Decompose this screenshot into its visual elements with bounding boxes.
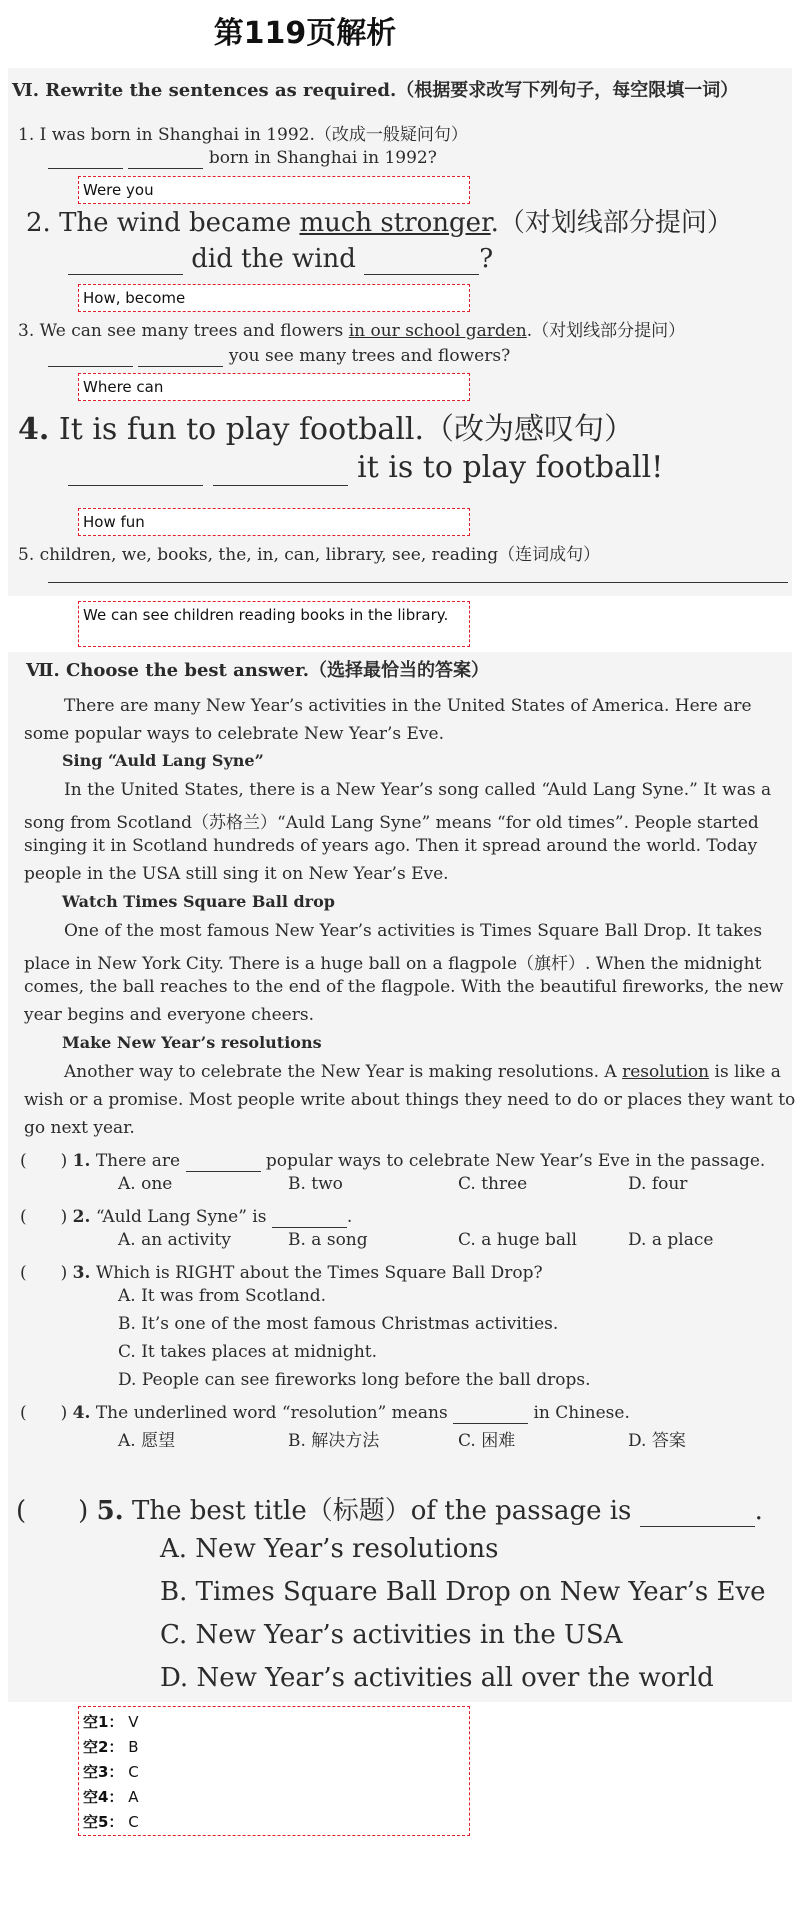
- para1-line-2: song from Scotland（苏格兰）“Auld Lang Syne” means “for old times”. People started: [24, 813, 759, 833]
- mc-option: D. 答案: [628, 1431, 686, 1451]
- mc-post: .: [754, 1496, 763, 1526]
- subheading-resolutions: Make New Year’s resolutions: [62, 1033, 322, 1052]
- para1-line-4: people in the USA still sing it on New Year’s Eve.: [24, 864, 449, 884]
- q3-pre: We can see many trees and flowers: [39, 321, 349, 341]
- mc-pre: There are: [95, 1151, 186, 1171]
- page-title: 第119页解析: [213, 16, 397, 51]
- mc-num: 2.: [72, 1207, 91, 1227]
- answer-paren: ( ): [20, 1151, 68, 1171]
- para1-line-1: In the United States, there is a New Year’s song called “Auld Lang Syne.” It was a: [64, 780, 772, 800]
- answer-box-q3: Where can: [78, 373, 470, 401]
- q2-line: [26, 202, 733, 239]
- answer-paren: ( ): [16, 1496, 89, 1526]
- q5-line: [18, 540, 600, 565]
- mc-post: in Chinese.: [528, 1403, 630, 1423]
- section6-header: Ⅵ. Rewrite the sentences as required.（根据要求改写下列句子，每空限填一词）: [12, 80, 739, 101]
- answer-value: C: [128, 1813, 139, 1831]
- para3-line-2: wish or a promise. Most people write about things they need to do or places they want to: [24, 1090, 796, 1110]
- answer-row: [83, 1763, 465, 1788]
- q3-num: 3.: [18, 321, 35, 341]
- answer-box-q4: How fun: [78, 508, 470, 536]
- q5-blank-line: [48, 564, 788, 583]
- para2-line-1: One of the most famous New Year’s activities is Times Square Ball Drop. It takes: [64, 921, 763, 941]
- q4-blank-line: [68, 450, 663, 486]
- mc-pre: The best title（标题）of the passage is: [131, 1496, 640, 1526]
- mc-pre: Which is RIGHT about the Times Square Ball Drop?: [95, 1263, 543, 1283]
- mc-option: B. two: [288, 1174, 343, 1194]
- q3-line: [18, 316, 685, 341]
- mc-option: C. a huge ball: [458, 1230, 577, 1250]
- q1-line: [18, 120, 468, 145]
- mc-option: A. It was from Scotland.: [118, 1286, 327, 1306]
- mc-num: 3.: [72, 1263, 91, 1283]
- q3-blank-line: [48, 346, 510, 367]
- answer-value: A: [128, 1788, 139, 1806]
- para2-line-3: comes, the ball reaches to the end of the flagpole. With the beautiful fireworks, the new: [24, 977, 784, 997]
- mc-option: A. one: [118, 1174, 173, 1194]
- q2-pre: The wind became: [59, 208, 300, 238]
- mc-option: B. a song: [288, 1230, 368, 1250]
- answer-label: 空4：: [83, 1788, 124, 1806]
- blank: [272, 1207, 347, 1228]
- answer-label: 空1：: [83, 1713, 124, 1731]
- answer-value: B: [128, 1738, 139, 1756]
- mc-option: B. 解决方法: [288, 1431, 380, 1451]
- blank: [68, 450, 203, 486]
- q3-underlined: in our school garden: [348, 321, 527, 341]
- q3-post: .（对划线部分提问）: [526, 321, 686, 341]
- blank: [48, 148, 123, 169]
- mc-num: 4.: [72, 1403, 91, 1423]
- para2-line-4: year begins and everyone cheers.: [24, 1005, 314, 1025]
- mc-option: A. 愿望: [118, 1431, 176, 1451]
- answer-row: [83, 1713, 465, 1738]
- mc-option: C. 困难: [458, 1431, 516, 1451]
- mc-option: B. Times Square Ball Drop on New Year’s Eve: [160, 1577, 766, 1607]
- answer-box-q2: How, become: [78, 284, 470, 312]
- answer-value: V: [128, 1713, 139, 1731]
- mc-option: C. three: [458, 1174, 528, 1194]
- answer-label: 空3：: [83, 1763, 124, 1781]
- answer-value: C: [128, 1763, 139, 1781]
- answer-box-section7: [78, 1706, 470, 1836]
- q4-text: It is fun to play football.（改为感叹句）: [58, 412, 635, 447]
- q2-end: ?: [479, 244, 494, 274]
- intro-line-2: some popular ways to celebrate New Year’s Eve.: [24, 724, 444, 744]
- para1-line-3: singing it in Scotland hundreds of years ago. Then it spread around the world. Today: [24, 836, 758, 856]
- mc-num: 5.: [96, 1496, 124, 1526]
- mc-question-3: [20, 1258, 543, 1283]
- q5-num: 5.: [18, 545, 35, 565]
- q5-text: children, we, books, the, in, can, library, see, reading（连词成句）: [39, 545, 601, 565]
- para3-underlined: resolution: [622, 1062, 710, 1082]
- answer-row: [83, 1813, 465, 1838]
- q3-rest: you see many trees and flowers?: [228, 346, 511, 366]
- answer-paren: ( ): [20, 1207, 68, 1227]
- para3-line-3: go next year.: [24, 1118, 135, 1138]
- blank: [640, 1496, 755, 1527]
- q2-mid: did the wind: [191, 244, 356, 274]
- mc-pre: “Auld Lang Syne” is: [95, 1207, 272, 1227]
- subheading-sing: Sing “Auld Lang Syne”: [62, 751, 264, 770]
- q2-blank-line: [68, 244, 493, 275]
- blank: [364, 244, 479, 275]
- mc-option: C. It takes places at midnight.: [118, 1342, 378, 1362]
- q4-num: 4.: [18, 412, 50, 447]
- q1-num: 1.: [18, 125, 35, 145]
- blank: [48, 346, 133, 367]
- mc-post: .: [346, 1207, 353, 1227]
- mc-question-4: [20, 1398, 630, 1424]
- mc-option: C. New Year’s activities in the USA: [160, 1620, 623, 1650]
- q2-underlined: much stronger: [299, 208, 491, 238]
- blank: [68, 244, 183, 275]
- mc-num: 1.: [72, 1151, 91, 1171]
- answer-row: [83, 1788, 465, 1813]
- answer-box-q1: Were you: [78, 176, 470, 204]
- q1-blank-line: [48, 148, 437, 169]
- q2-num: 2.: [26, 208, 51, 238]
- blank: [213, 450, 348, 486]
- answer-paren: ( ): [20, 1263, 68, 1283]
- para3-line-1: [64, 1062, 781, 1082]
- q1-rest: born in Shanghai in 1992?: [208, 148, 437, 168]
- mc-question-1: [20, 1146, 765, 1172]
- intro-line-1: There are many New Year’s activities in the United States of America. Here are: [64, 696, 752, 716]
- answer-row: [83, 1738, 465, 1763]
- answer-label: 空2：: [83, 1738, 124, 1756]
- q4-rest: it is to play football!: [357, 450, 664, 485]
- section7-scan: [8, 652, 796, 1702]
- answer-label: 空5：: [83, 1813, 124, 1831]
- mc-pre: The underlined word “resolution” means: [95, 1403, 454, 1423]
- mc-option: D. People can see fireworks long before the ball drops.: [118, 1370, 591, 1390]
- mc-question-5: [16, 1490, 763, 1527]
- section7-header: Ⅶ. Choose the best answer.（选择最恰当的答案）: [26, 660, 490, 681]
- q4-line: [18, 404, 634, 448]
- blank: [138, 346, 223, 367]
- mc-option: D. four: [628, 1174, 688, 1194]
- mc-option: B. It’s one of the most famous Christmas activities.: [118, 1314, 559, 1334]
- blank: [186, 1151, 261, 1172]
- mc-option: A. an activity: [118, 1230, 231, 1250]
- mc-question-2: [20, 1202, 352, 1228]
- mc-option: D. a place: [628, 1230, 714, 1250]
- q2-post: .（对划线部分提问）: [490, 208, 733, 238]
- mc-post: popular ways to celebrate New Year’s Eve in the passage.: [260, 1151, 766, 1171]
- answer-box-q5: We can see children reading books in the library.: [78, 601, 470, 647]
- blank: [453, 1403, 528, 1424]
- para3-post: is like a: [709, 1062, 781, 1082]
- answer-paren: ( ): [20, 1403, 68, 1423]
- mc-option: A. New Year’s resolutions: [160, 1534, 499, 1564]
- para3-pre: Another way to celebrate the New Year is making resolutions. A: [64, 1062, 623, 1082]
- q1-text: I was born in Shanghai in 1992.（改成一般疑问句）: [39, 125, 468, 145]
- blank: [128, 148, 203, 169]
- para2-line-2: place in New York City. There is a huge ball on a flagpole（旗杆）. When the midnight: [24, 954, 762, 974]
- subheading-ball-drop: Watch Times Square Ball drop: [62, 892, 335, 911]
- mc-option: D. New Year’s activities all over the world: [160, 1663, 714, 1693]
